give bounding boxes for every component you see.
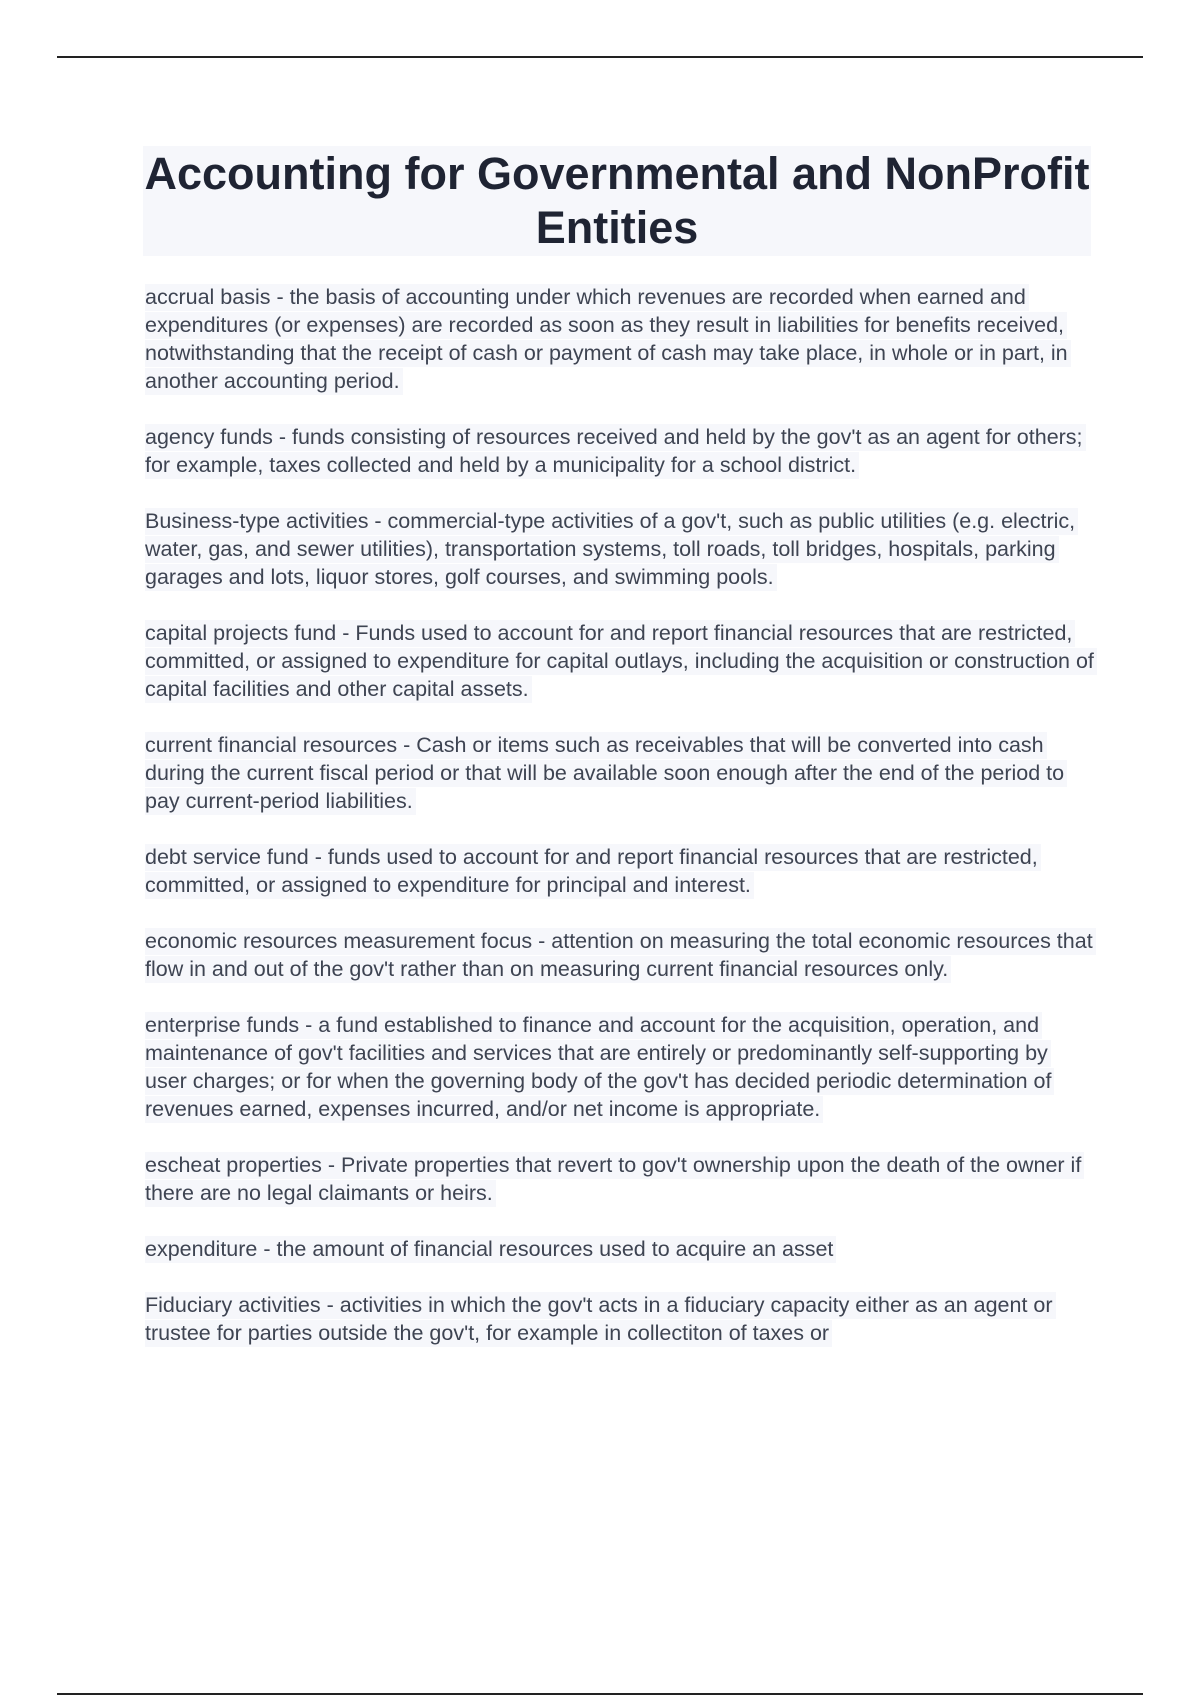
title-banner <box>143 146 1091 256</box>
entry-text: escheat properties - Private properties that revert to gov't ownership upon the death of the owner if there are no legal claimants or heirs. <box>145 1152 1084 1207</box>
entry-text: economic resources measurement focus - attention on measuring the total economic resources that flow in and out of the gov't rather than on measuring current financial resources only. <box>145 928 1096 983</box>
glossary-entry-debt-service-fund <box>145 843 1095 899</box>
entry-text: expenditure - the amount of financial resources used to acquire an asset <box>145 1236 836 1263</box>
entry-text: current financial resources - Cash or items such as receivables that will be converted into cash during the current fiscal period or that will be available soon enough after the end of the period to pay current-period liabilities. <box>145 732 1067 815</box>
glossary-entry-agency-funds <box>145 423 1095 479</box>
entry-text: enterprise funds - a fund established to finance and account for the acquisition, operation, and maintenance of gov't facilities and services that are entirely or predominantly self-supporting by user charges; or for when the governing body of the gov't has decided periodic determination of revenues earned, expenses incurred, and/or net income is appropriate. <box>145 1012 1054 1123</box>
glossary-entry-accrual-basis <box>145 283 1095 395</box>
glossary-entry-current-financial-resources <box>145 731 1095 815</box>
entry-text: debt service fund - funds used to account for and report financial resources that are restricted, committed, or assigned to expenditure for principal and interest. <box>145 844 1041 899</box>
entry-text: agency funds - funds consisting of resources received and held by the gov't as an agent for others; for example, taxes collected and held by a municipality for a school district. <box>145 424 1086 479</box>
glossary-entry-capital-projects-fund <box>145 619 1095 703</box>
glossary-entries <box>145 283 1095 1375</box>
entry-text: capital projects fund - Funds used to account for and report financial resources that are restricted, committed, or assigned to expenditure for capital outlays, including the acquisition or construction of capital facilities and other capital assets. <box>145 620 1097 703</box>
entry-text: Fiduciary activities - activities in which the gov't acts in a fiduciary capacity either as an agent or trustee for parties outside the gov't, for example in collectiton of taxes or <box>145 1292 1056 1347</box>
glossary-entry-expenditure <box>145 1235 1095 1263</box>
glossary-entry-economic-resources-measurement-focus <box>145 927 1095 983</box>
document-title: Accounting for Governmental and NonProfit Entities <box>144 148 1090 253</box>
glossary-entry-fiduciary-activities <box>145 1291 1095 1347</box>
entry-text: accrual basis - the basis of accounting under which revenues are recorded when earned and expenditures (or expenses) are recorded as soon as they result in liabilities for benefits received, notwithstanding that the receipt of cash or payment of cash may take place, in whole or in part, in another accounting period. <box>145 284 1071 395</box>
glossary-entry-escheat-properties <box>145 1151 1095 1207</box>
entry-text: Business-type activities - commercial-type activities of a gov't, such as public utilities (e.g. electric, water, gas, and sewer utilities), transportation systems, toll roads, toll bridges, hospitals, parking garages and lots, liquor stores, golf courses, and swimming pools. <box>145 508 1078 591</box>
top-rule <box>57 56 1143 58</box>
bottom-rule <box>57 1693 1143 1695</box>
glossary-entry-business-type-activities <box>145 507 1095 591</box>
glossary-entry-enterprise-funds <box>145 1011 1095 1123</box>
